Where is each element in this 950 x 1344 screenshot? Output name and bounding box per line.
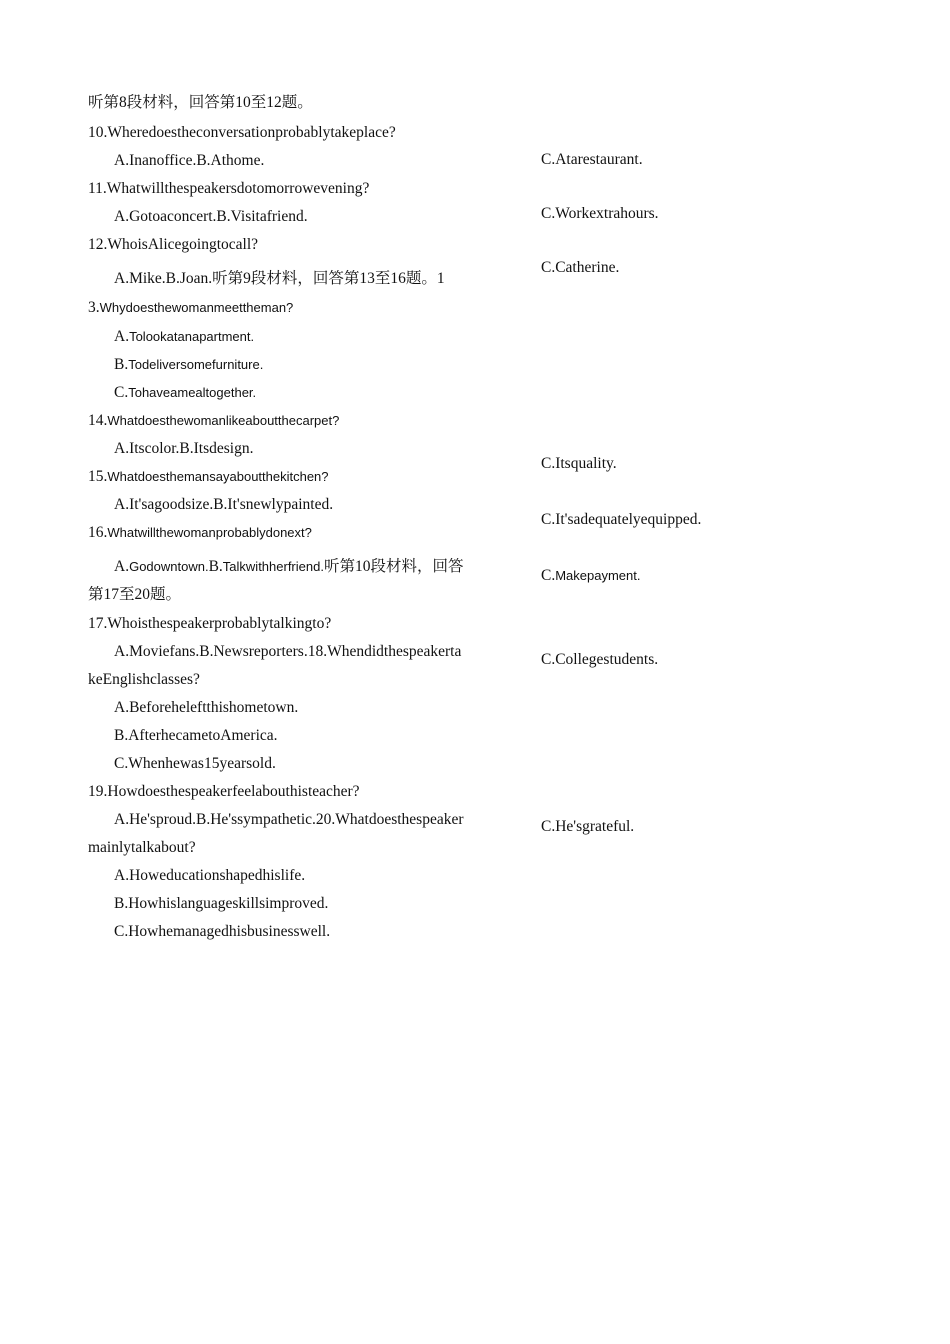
- question-12-option-c: C.Catherine.: [541, 259, 620, 276]
- question-17-option-c: C.Collegestudents.: [541, 651, 659, 668]
- question-14-option-c: C.Itsquality.: [541, 455, 617, 472]
- question-19-options-ab: A.He'sproud.B.He'ssympathetic.20.Whatdoesthespeaker: [114, 811, 464, 828]
- question-20-option-c: C.Howhemanagedhisbusinesswell.: [114, 923, 331, 940]
- question-16-stem: 16.Whatwillthewomanprobablydonext?: [88, 524, 312, 541]
- question-18-stem-cont: keEnglishclasses?: [88, 671, 200, 688]
- question-19-option-c: C.He'sgrateful.: [541, 818, 635, 835]
- question-11-options-ab: A.Gotoaconcert.B.Visitafriend.: [114, 208, 308, 225]
- section-10-header-cont: 第17至20题。: [88, 586, 182, 603]
- question-20-stem-cont: mainlytalkabout?: [88, 839, 196, 856]
- question-12-options-ab: A.Mike.B.Joan.听第9段材料，回答第13至16题。1: [114, 270, 445, 287]
- question-13-option-a: A.Tolookatanapartment.: [114, 328, 255, 345]
- question-15-option-c: C.It'sadequatelyequipped.: [541, 511, 702, 528]
- question-14-options-ab: A.Itscolor.B.Itsdesign.: [114, 440, 254, 457]
- question-10-options-ab: A.Inanoffice.B.Athome.: [114, 152, 265, 169]
- question-10-stem: 10.Wheredoestheconversationprobablytakeplace?: [88, 124, 396, 141]
- question-20-option-b: B.Howhislanguageskillsimproved.: [114, 895, 329, 912]
- question-18-option-a: A.Beforeheleftthishometown.: [114, 699, 299, 716]
- section-8-header: 听第8段材料，回答第10至12题。: [88, 94, 313, 111]
- question-13-stem: [88, 298, 293, 318]
- question-11-stem: 11.Whatwillthespeakersdotomorrowevening?: [88, 180, 370, 197]
- question-17-options-ab: A.Moviefans.B.Newsreporters.18.Whendidthespeakerta: [114, 643, 462, 660]
- question-18-option-b: B.AfterhecametoAmerica.: [114, 727, 278, 744]
- question-16-option-c: C.Makepayment.: [541, 567, 641, 584]
- question-17-stem: 17.Whoisthespeakerprobablytalkingto?: [88, 615, 332, 632]
- question-11-option-c: C.Workextrahours.: [541, 205, 659, 222]
- question-10-option-c: C.Atarestaurant.: [541, 151, 643, 168]
- question-13-number: 3.: [88, 299, 100, 316]
- question-14-stem: 14.Whatdoesthewomanlikeaboutthecarpet?: [88, 412, 340, 429]
- question-15-stem: 15.Whatdoesthemansayaboutthekitchen?: [88, 468, 329, 485]
- question-15-options-ab: A.It'sagoodsize.B.It'snewlypainted.: [114, 496, 334, 513]
- question-13-option-b: B.Todeliversomefurniture.: [114, 356, 264, 373]
- question-19-stem: 19.Howdoesthespeakerfeelabouthisteacher?: [88, 783, 360, 800]
- question-18-option-c: C.Whenhewas15yearsold.: [114, 755, 276, 772]
- question-16-options-ab: A.Godowntown.B.Talkwithherfriend.听第10段材料，回答: [114, 558, 464, 575]
- question-20-option-a: A.Howeducationshapedhislife.: [114, 867, 306, 884]
- section-10-header: 听第10段材料，回答: [323, 558, 464, 575]
- question-12-stem: 12.WhoisAlicegoingtocall?: [88, 236, 259, 253]
- question-13-stem-text: Whydoesthewomanmeettheman?: [99, 300, 294, 315]
- question-13-option-c: C.Tohaveamealtogether.: [114, 384, 257, 401]
